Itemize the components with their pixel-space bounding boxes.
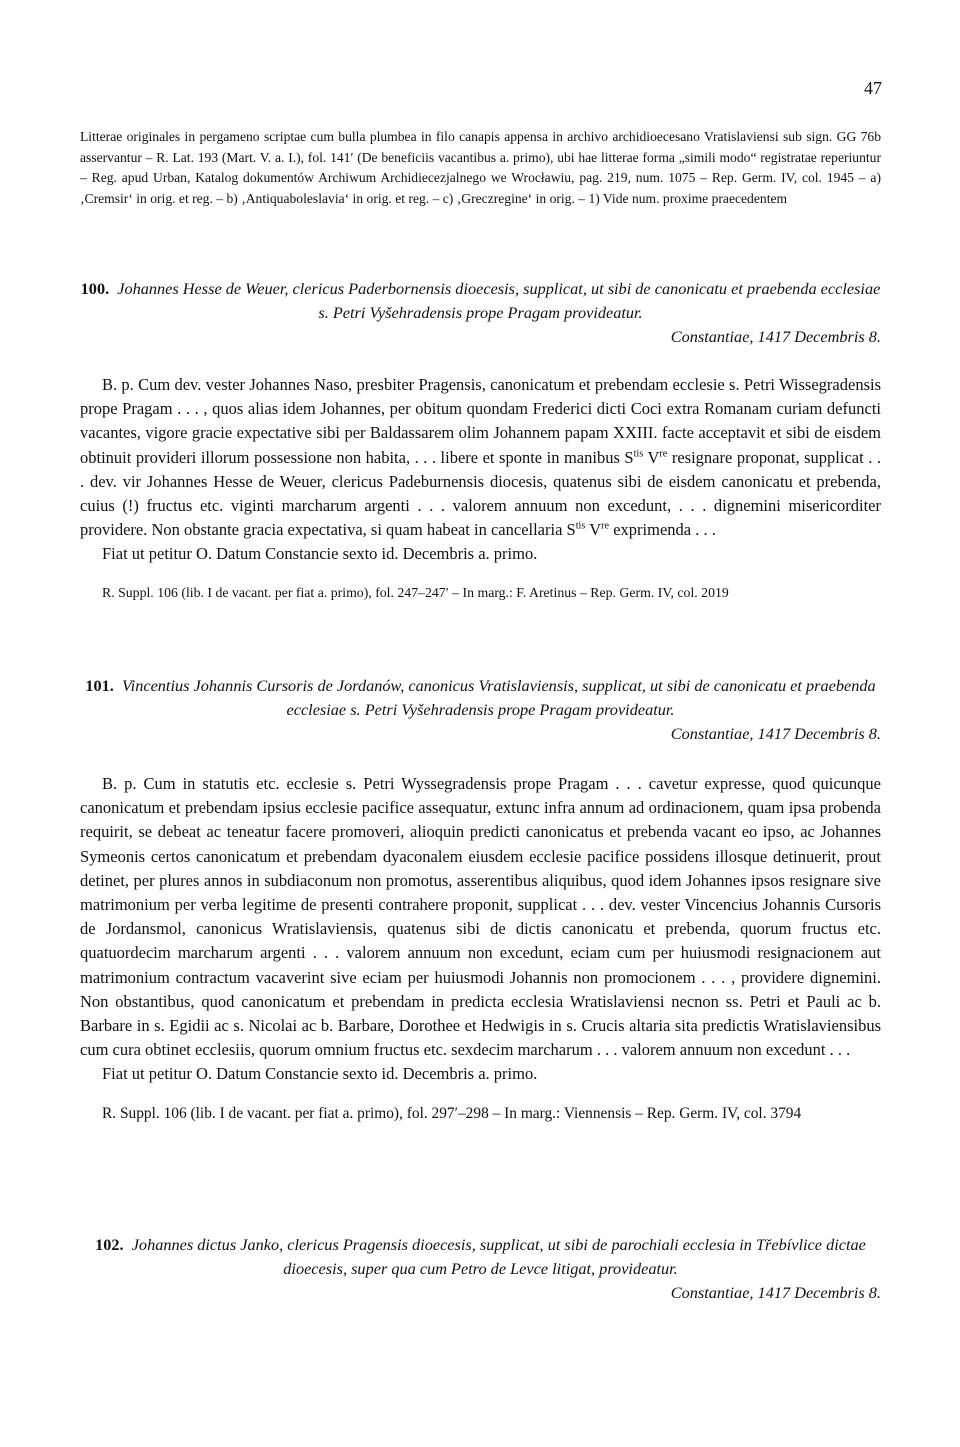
body-text-segment: resignare proponat, supplicat . . . dev. vir Johannes Hesse de Weuer, clericus Padeburnensis diocesis, quatenus sibi de eisdem canonicatu et prebenda, cuius (!) fructus etc. viginti marcharum argenti . . . valorem annuum non excedunt, . . . dignemini misericorditer providere. Non obstante gracia expectativa, si quam habeat in cancellaria S <box>80 447 881 540</box>
entry-regest <box>80 1233 881 1281</box>
entry-regest <box>80 277 881 325</box>
entry-source: R. Suppl. 106 (lib. I de vacant. per fiat a. primo), fol. 297′–298 – In marg.: Viennensis – Rep. Germ. IV, col. 3794 <box>102 1104 802 1122</box>
entry-number: 102. <box>95 1235 124 1254</box>
superscript: tis <box>575 520 586 532</box>
entry-number: 101. <box>85 676 114 695</box>
entry-101 <box>80 674 881 1125</box>
body-text-segment: V <box>585 520 602 540</box>
entry-number: 100. <box>80 279 110 298</box>
superscript: tis <box>633 448 644 460</box>
page-number: 47 <box>864 78 882 98</box>
entry-100 <box>80 277 881 603</box>
footnote-block: Litterae originales in pergameno scriptae cum bulla plumbea in filo canapis appensa in archivo archidioecesano Vratislaviensi sub sign. GG 76b asservantur – R. Lat. 193 (Mart. V. a. I.), fol. 141′ (De beneficiis vacantibus a. primo), ubi hae litterae forma „simili modo“ registratae reperiuntur – Reg. apud Urban, Katalog dokumentów Archiwum Archidiecezjalnego we Wrocławiu, pag. 219, num. 1075 – Rep. Germ. IV, col. 1945 – a) ‚Cremsir‘ in orig. et reg. – b) ‚Antiquaboleslavia‘ in orig. et reg. – c) ‚Greczregine‘ in orig. – 1) Vide num. proxime praecedentem <box>80 129 881 206</box>
entry-fiat: Fiat ut petitur O. Datum Constancie sexto id. Decembris a. primo. <box>102 1064 538 1084</box>
entry-date: Constantiae, 1417 Decembris 8. <box>670 327 881 346</box>
entry-102 <box>80 1233 881 1305</box>
entry-date: Constantiae, 1417 Decembris 8. <box>670 724 881 743</box>
superscript: re <box>659 448 668 460</box>
entry-summary: Johannes dictus Janko, clericus Pragensis dioecesis, supplicat, ut sibi de parochiali ecclesia in Třebívlice dictae dioecesis, super qua cum Petro de Levce litigat, provideatur. <box>131 1235 866 1278</box>
entry-summary: Vincentius Johannis Cursoris de Jordanów, canonicus Vratislaviensis, supplicat, ut sibi de canonicatu et praebenda ecclesiae s. Petri Vyšehradensis prope Pragam provideatur. <box>121 676 876 719</box>
body-text-segment: exprimenda . . . <box>609 520 716 540</box>
entry-body <box>80 373 881 542</box>
entry-fiat: Fiat ut petitur O. Datum Constancie sexto id. Decembris a. primo. <box>102 544 538 564</box>
entry-source: R. Suppl. 106 (lib. I de vacant. per fiat a. primo), fol. 247–247′ – In marg.: F. Aretinus – Rep. Germ. IV, col. 2019 <box>102 584 729 600</box>
entry-summary: Johannes Hesse de Weuer, clericus Paderbornensis dioecesis, supplicat, ut sibi de canonicatu et praebenda ecclesiae s. Petri Vyšehradensis prope Pragam provideatur. <box>117 279 881 322</box>
superscript: re <box>601 520 610 532</box>
entry-date: Constantiae, 1417 Decembris 8. <box>670 1283 881 1302</box>
entry-regest <box>80 674 881 722</box>
entry-body: B. p. Cum in statutis etc. ecclesie s. Petri Wyssegradensis prope Pragam . . . cavetur expresse, quod quicunque canonicatum et prebendam ipsius ecclesie pacifice assequatur, extunc infra annum ad ordinacionem, quam ipsa probenda requirit, se debeat ac teneatur facere promoveri, alioquin predicti canonicatus et prebenda vacant eo ipso, ac Johannes Symeonis certos canonicatum et prebendam dyaconalem eiusdem ecclesie pacifice possidens illosque detinuerit, prout detinet, per plures annos in subdiaconum non promotus, asserentibus aliquibus, quod idem Johannes ipsos resignare sive matrimonium per verba legitime de presenti contrahere proponit, supplicat . . . dev. vester Vincencius Johannis Cursoris de Jordansmol, canonicus Wratislaviensis, quatenus sibi de dictis canonicatu et prebenda, quorum fructus etc. quatuordecim marcharum argenti . . . valorem annuum non excedunt, eciam cum per huiusmodi resignacionem aut matrimonium contractum vacaverint sive eciam per huiusmodi Johannis non promocionem . . . , providere dignemini. Non obstantibus, quod canonicatum et prebendam in predicta ecclesia Wratislaviensi necnon ss. Petri et Pauli ac b. Barbare in s. Egidii ac s. Nicolai ac b. Barbare, Dorothee et Hedwigis in s. Crucis altaria sita predictis Wratislaviensibus cum cura obtinet ecclesiis, quorum omnium fructus etc. sexdecim marcharum . . . valorem annuum non excedunt . . . <box>80 774 881 1060</box>
body-text-segment: V <box>643 447 660 467</box>
body-text-segment: B. p. Cum dev. vester Johannes Naso, presbiter Pragensis, canonicatum et prebendam ecclesie s. Petri Wissegradensis prope Pragam . . . , quos alias idem Johannes, per obitum quondam Frederici dicti Coci extra Romanam curiam defuncti vacantes, vigore gracie expectative sibi per Baldassarem olim Johannem papam XXIII. facte acceptavit et sibi de eisdem obtinuit provideri illorum possessione non habita, . . . libere et sponte in manibus S <box>80 375 881 467</box>
